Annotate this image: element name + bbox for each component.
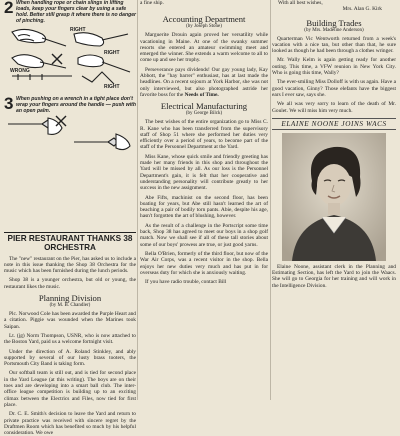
article-paragraph: Abe Fifts, machinist on the second floor, has been boating for years, but Abe still hasn't learned the art of beaching a pair of bodily torn pants. Abie, despite his age, hasn't forgotten the art of blushing, however. bbox=[140, 194, 268, 220]
tip-number: 2 bbox=[4, 0, 14, 17]
letter-signature: Mrs. Alan G. Kirk bbox=[342, 6, 382, 13]
accounting-department-heading: Accounting Department bbox=[162, 14, 246, 25]
wrench-illustration bbox=[4, 114, 136, 158]
article-paragraph: Mr. Wally Kelm is again getting ready for another outing. This time, a VFW reunion in New York City. Who is going this time, Wally? bbox=[272, 57, 396, 77]
byline: (by Mrs. Madeline Anderson) bbox=[304, 27, 364, 33]
article-paragraph: Under the direction of A. Roland Stinkley, and ably supported by several of our lusty brass tooters, the Portsmouth City Band is taking form. bbox=[4, 348, 136, 368]
article-paragraph: If you have radio trouble, contact Bill bbox=[145, 279, 227, 286]
column-rule bbox=[137, 0, 138, 400]
diagram-label: RIGHT bbox=[104, 84, 120, 90]
safety-tips bbox=[4, 0, 136, 232]
newspaper-name: Needs of Time. bbox=[184, 91, 219, 98]
article-paragraph: As the result of a challenge in the Portscript some time back, Shop 38 has agreed to meet our boys in a shop golf match. Now we shall see if all of these tall stories about some of our boys' prowess are true, or just good yarns. bbox=[140, 222, 268, 248]
article-paragraph: Plc. Norwood Cole has been awarded the Purple Heart and a citation. Piggie was wounded when the Marines took Saipan. bbox=[4, 311, 136, 330]
tip-number: 3 bbox=[4, 94, 14, 113]
rope-sling-illustration bbox=[4, 24, 136, 96]
planning-division-heading: Planning Division bbox=[38, 293, 102, 304]
article-paragraph: Bella O'Brien, formerly of the third floor, but now of the War Air Corps, was a recent visitor in the shop. Bella enjoys her new duties very much and has put in for overseas duty for which she is anxiously waiting. bbox=[140, 250, 268, 276]
article-paragraph: Quarterman Vic Wentworth returned from a week's vacation with a nice tan, but other than that, he sure looked as though he had been through a clothes wringer. bbox=[272, 35, 396, 55]
diagram-label: RIGHT bbox=[104, 50, 120, 56]
article-paragraph: The "new" restaurant on the Pier, has asked us to include a note in this issue thanking the Shop 38 Orchestra for the music which has been furnished during the lunch periods. bbox=[4, 255, 136, 275]
wacs-headline: ELAINE NOONE JOINS WACS bbox=[272, 118, 396, 130]
article-paragraph: Miss Kane, whose quick smile and friendly greeting has made her many friends in this shop and throughout the Yard will be missed by all. As our loss is the Personnel Department's gain, it is felt that her cooperative and understanding personality will contribute greatly to her success in the new assignment. bbox=[140, 153, 268, 192]
byline: (by Joseph Stone) bbox=[186, 24, 222, 30]
byline: (by M. B. Chandler) bbox=[49, 303, 91, 309]
column-middle bbox=[140, 0, 268, 400]
article-paragraph: Marguerite Drouin again proved her versatility while vacationing in Maine. At one of the swanky summer resorts she entered an amateur swimming meet and emerged the winner. She extends a warm welcome to all to come up and see her trophy. bbox=[140, 32, 268, 64]
article-paragraph: We all was very sorry to learn of the death of Mr. Goulet. We will miss him very much. bbox=[272, 101, 396, 114]
letter-closing: With all best wishes, bbox=[278, 0, 323, 6]
article-paragraph: Dr. C. E. Smith's decision to leave the Yard and return to private practice was received with sincere regret by the Draftmen Room which has benefited so much by his helpful consideration. We owe bbox=[4, 411, 136, 436]
byline: (by George Bilck) bbox=[185, 111, 223, 117]
column-left bbox=[4, 0, 137, 436]
article-paragraph: The best wishes of the entire organization go to Miss C. R. Kane who has been transferred from the supervisory staff of Shop 51 where she performed her duties very efficiently over a period of years, to become part of the staff of the Personnel Department at the Yard. bbox=[140, 119, 268, 151]
building-trades-heading: Building Trades bbox=[306, 17, 362, 28]
continued-text: a fine ship. bbox=[140, 0, 164, 6]
article-paragraph: Elaine Noone, assistant clerk in the Planning and Estimating Section, has left the Yard to join the Waacs. She will go to Georgia for her training and will work in the Intelligence Division. bbox=[272, 263, 396, 289]
safety-tip-3 bbox=[4, 96, 136, 114]
article-paragraph: The ever-smiling Miss Dolloff is with us again. Have a good vacation, Ginny? Those elefants have the biggest ears I ever saw, says she. bbox=[272, 79, 396, 98]
woman-portrait-icon bbox=[282, 133, 386, 261]
tip-text: When handling rope or chain slings in lifting loads, keep your fingers clear by using a safe hold. Better still grasp it where there is no danger of pinching. bbox=[16, 0, 137, 24]
diagram-label: RIGHT bbox=[70, 27, 86, 33]
safety-tip-2 bbox=[4, 0, 136, 24]
article-paragraph: Our softball team is still out, and is tied for second place in the Yard League (at this writing). The boys are on their toes and are developing into a smart ball club. The inter-office league competition is building up to an exciting climax between the Electrics and Files, now tied for first place. bbox=[4, 370, 136, 408]
diagram-label: WRONG bbox=[10, 68, 30, 74]
tip-text: When pushing on a wrench in a tight place don't wrap your fingers around the handle — push with an open palm. bbox=[16, 96, 136, 114]
article-paragraph: Shop 38 is a younger orchestra, but old or young, the restaurant likes the music. bbox=[4, 277, 136, 290]
wrench-hand-icon bbox=[4, 114, 136, 158]
pier-restaurant-headline: PIER RESTAURANT THANKS 38 ORCHESTRA bbox=[4, 232, 136, 253]
article-paragraph bbox=[140, 67, 268, 98]
column-rule bbox=[270, 0, 271, 400]
electrical-manufacturing-heading: Electrical Manufacturing bbox=[160, 101, 248, 112]
portrait-photo bbox=[282, 133, 386, 261]
paragraph-text: Perseverance pays dividends! Our gay young lady, Kay Abbott, the "hay barrer" enthusiast, has at last made the headlines. On a recent sojourn at York Harbor, she was not only interviewed, but also photographed astride her favorite boss for the bbox=[140, 66, 268, 98]
article-paragraph: Lt. (jg) Norm Thompson, USNR, who is now attached to the Boston Yard, paid us a welcome fortnight visit. bbox=[4, 332, 136, 346]
column-right bbox=[272, 0, 396, 400]
